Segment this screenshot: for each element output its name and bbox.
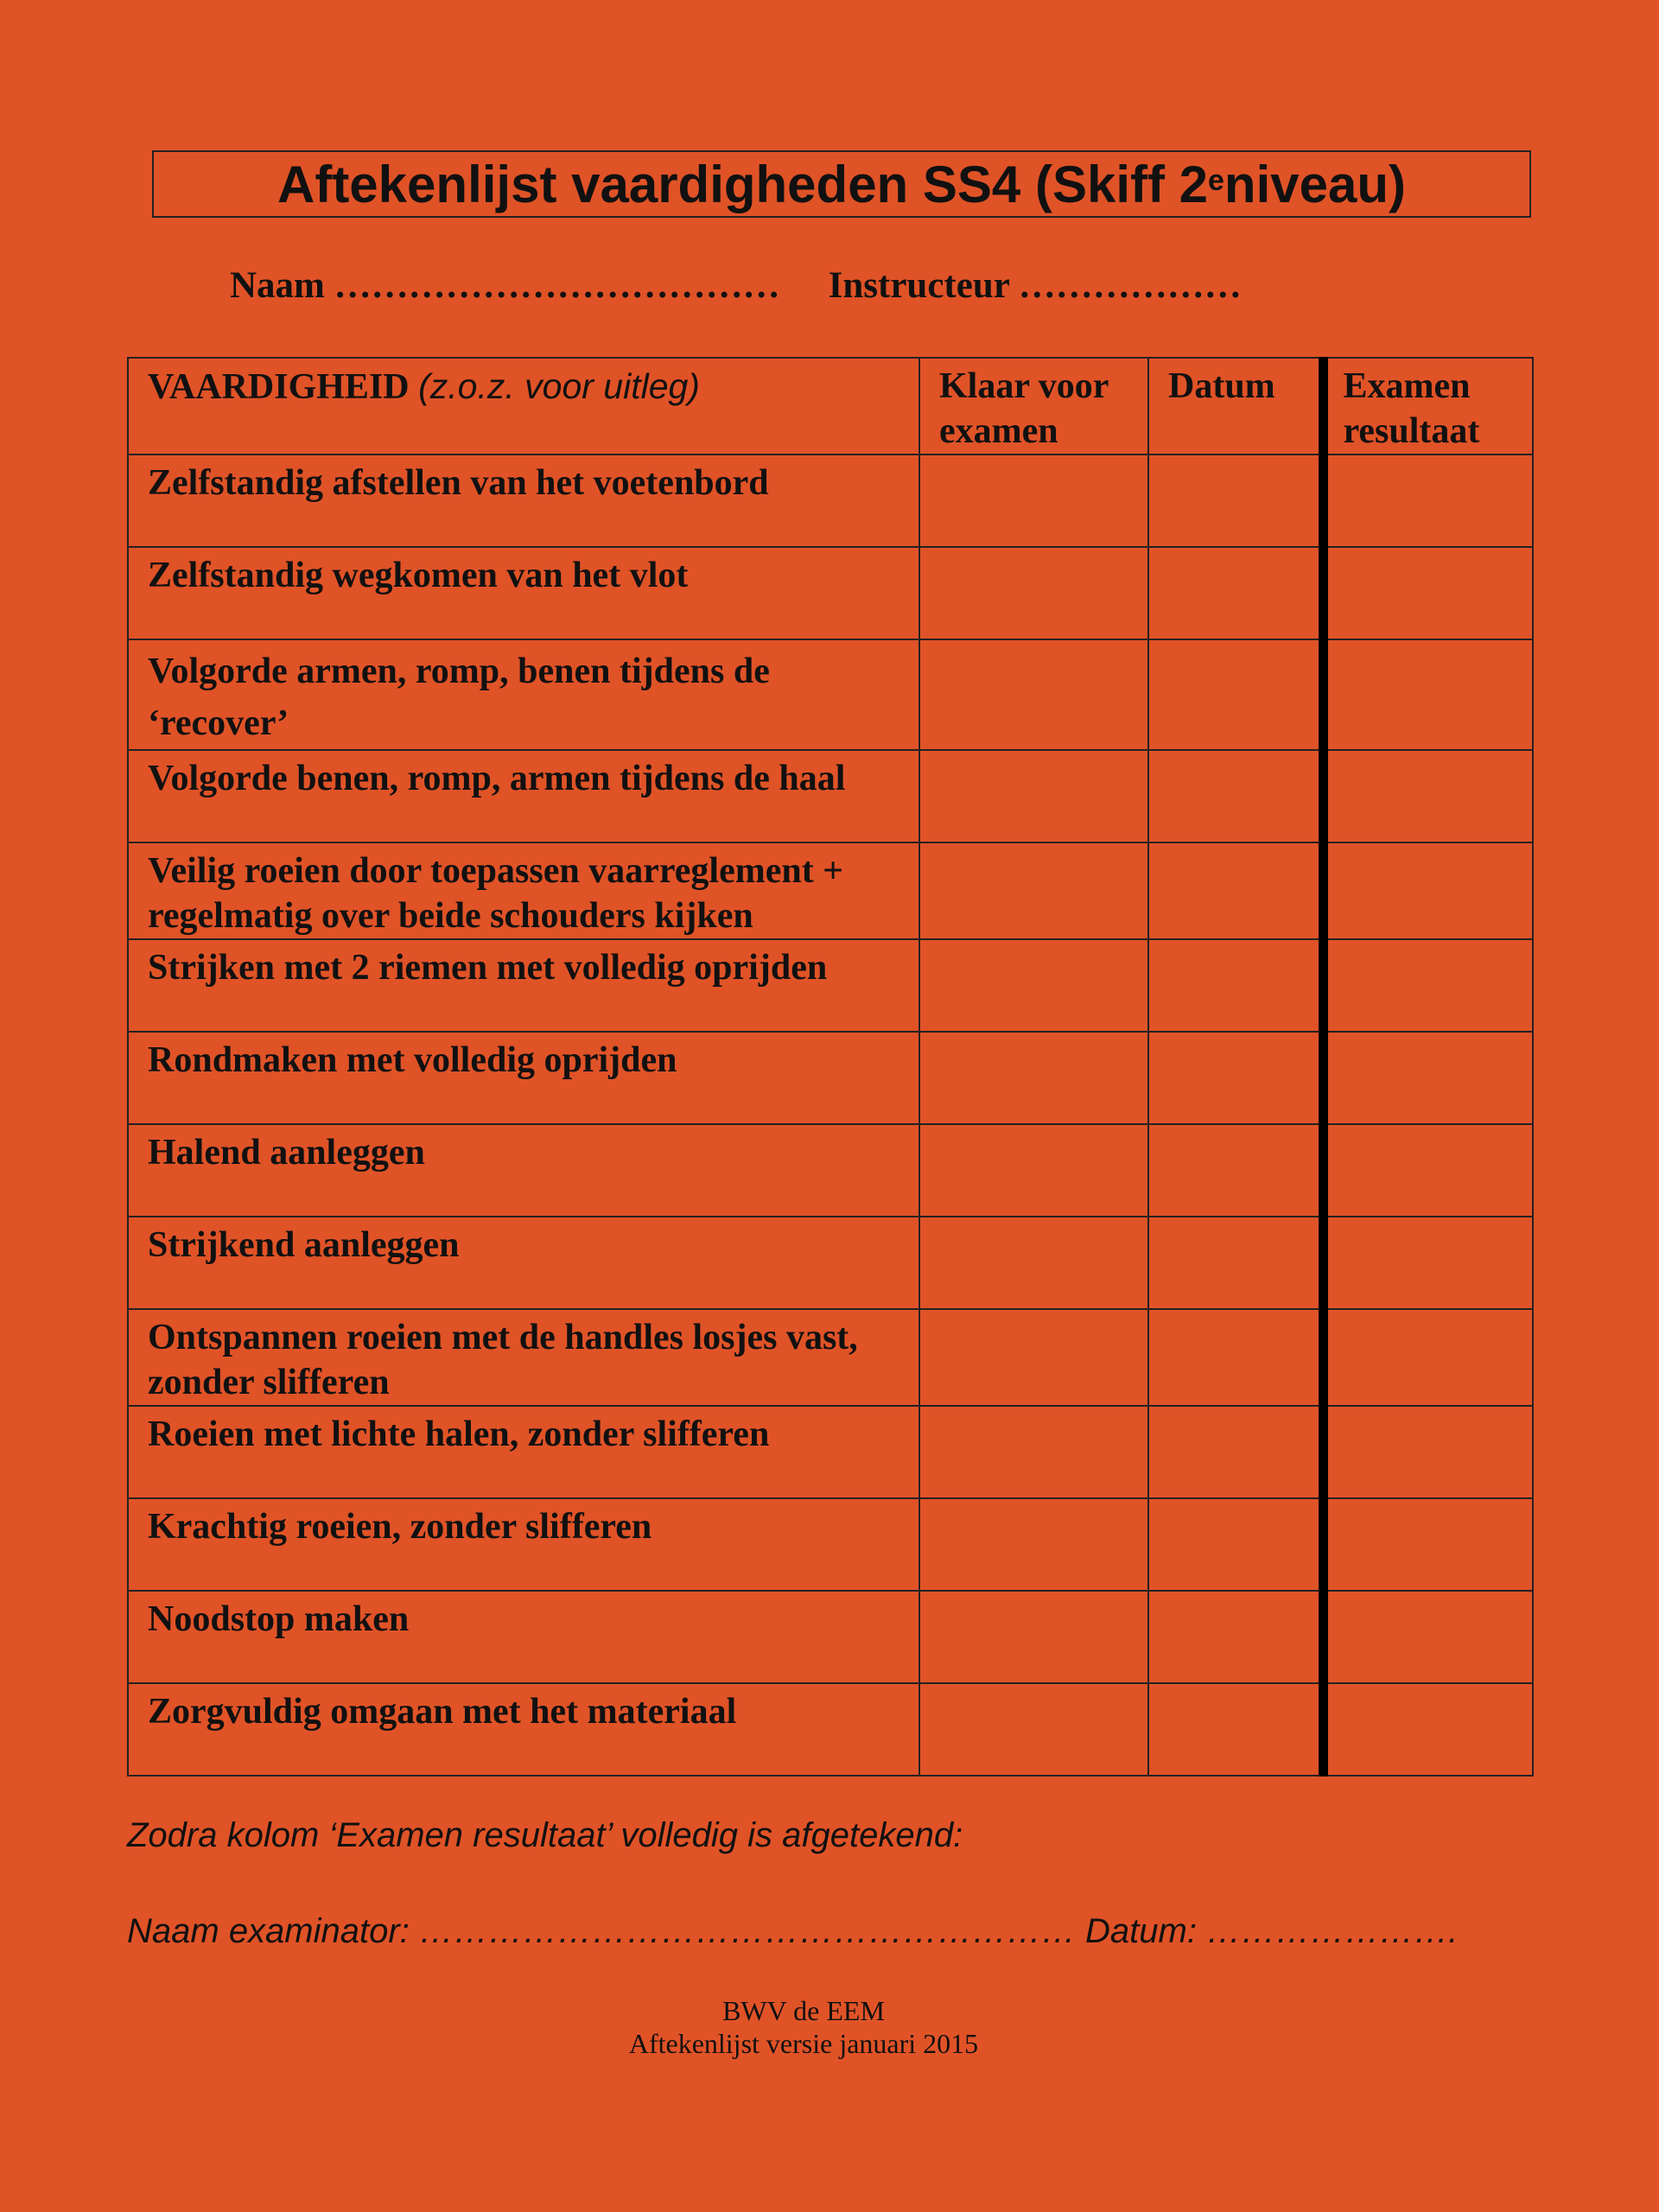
table-row bbox=[128, 1309, 1533, 1406]
skill-cell: Ontspannen roeien met de handles losjes vast, zonder slifferen bbox=[128, 1309, 919, 1406]
result-cell[interactable] bbox=[1323, 750, 1533, 842]
date-cell[interactable] bbox=[1148, 547, 1323, 639]
ready-cell[interactable] bbox=[919, 639, 1148, 750]
ready-cell[interactable] bbox=[919, 1683, 1148, 1776]
table-row bbox=[128, 1032, 1533, 1124]
title-main: Aftekenlijst vaardigheden SS4 (Skiff 2 bbox=[277, 155, 1208, 213]
ready-cell[interactable] bbox=[919, 750, 1148, 842]
column-header-ready: Klaar voor examen bbox=[919, 358, 1148, 454]
date-cell[interactable] bbox=[1148, 454, 1323, 547]
result-cell[interactable] bbox=[1323, 1498, 1533, 1591]
result-cell[interactable] bbox=[1323, 1032, 1533, 1124]
ready-cell[interactable] bbox=[919, 547, 1148, 639]
skill-cell: Volgorde benen, romp, armen tijdens de haal bbox=[128, 750, 919, 842]
column-header-date: Datum bbox=[1148, 358, 1323, 454]
skill-cell: Strijken met 2 riemen met volledig oprijden bbox=[128, 939, 919, 1032]
footer bbox=[0, 1994, 1607, 2060]
skill-cell: Krachtig roeien, zonder slifferen bbox=[128, 1498, 919, 1591]
result-cell[interactable] bbox=[1323, 1683, 1533, 1776]
skill-cell: Noodstop maken bbox=[128, 1591, 919, 1683]
date-cell[interactable] bbox=[1148, 1591, 1323, 1683]
result-cell[interactable] bbox=[1323, 842, 1533, 939]
ready-cell[interactable] bbox=[919, 1591, 1148, 1683]
examiner-signature-line[interactable]: Naam examinator: ………………………………………………… Datum: …………………. bbox=[127, 1912, 1459, 1950]
naam-field[interactable]: Naam ……………………………… bbox=[230, 265, 780, 306]
table-row bbox=[128, 939, 1533, 1032]
date-cell[interactable] bbox=[1148, 639, 1323, 750]
table-row bbox=[128, 1591, 1533, 1683]
table-row bbox=[128, 842, 1533, 939]
result-cell[interactable] bbox=[1323, 939, 1533, 1032]
table-row bbox=[128, 750, 1533, 842]
date-cell[interactable] bbox=[1148, 1683, 1323, 1776]
result-cell[interactable] bbox=[1323, 639, 1533, 750]
date-cell[interactable] bbox=[1148, 1406, 1323, 1498]
result-cell[interactable] bbox=[1323, 1309, 1533, 1406]
table-row bbox=[128, 1683, 1533, 1776]
skill-cell: Veilig roeien door toepassen vaarreglement + regelmatig over beide schouders kijken bbox=[128, 842, 919, 939]
result-cell[interactable] bbox=[1323, 1406, 1533, 1498]
ready-cell[interactable] bbox=[919, 1217, 1148, 1309]
column-header-skill-label: VAARDIGHEID bbox=[148, 367, 410, 407]
table-row bbox=[128, 1406, 1533, 1498]
ready-cell[interactable] bbox=[919, 1124, 1148, 1217]
column-header-result: Examen resultaat bbox=[1323, 358, 1533, 454]
skill-cell: Zorgvuldig omgaan met het materiaal bbox=[128, 1683, 919, 1776]
skill-cell: Halend aanleggen bbox=[128, 1124, 919, 1217]
name-instructor-line bbox=[230, 264, 1242, 307]
table-row bbox=[128, 547, 1533, 639]
date-cell[interactable] bbox=[1148, 939, 1323, 1032]
result-cell[interactable] bbox=[1323, 547, 1533, 639]
date-cell[interactable] bbox=[1148, 1309, 1323, 1406]
date-cell[interactable] bbox=[1148, 1498, 1323, 1591]
title-superscript: e bbox=[1208, 163, 1224, 197]
table-row bbox=[128, 1498, 1533, 1591]
table-header-row bbox=[128, 358, 1533, 454]
table-row bbox=[128, 639, 1533, 750]
footer-club: BWV de EEM bbox=[722, 1995, 885, 2026]
result-cell[interactable] bbox=[1323, 1124, 1533, 1217]
date-cell[interactable] bbox=[1148, 750, 1323, 842]
table-row bbox=[128, 1217, 1533, 1309]
skill-cell: Roeien met lichte halen, zonder slifferen bbox=[128, 1406, 919, 1498]
ready-cell[interactable] bbox=[919, 1309, 1148, 1406]
date-cell[interactable] bbox=[1148, 1032, 1323, 1124]
date-cell[interactable] bbox=[1148, 1217, 1323, 1309]
skill-cell: Rondmaken met volledig oprijden bbox=[128, 1032, 919, 1124]
instructeur-field[interactable]: Instructeur ……………… bbox=[828, 265, 1242, 306]
skills-table bbox=[127, 357, 1534, 1777]
skill-cell: Zelfstandig afstellen van het voetenbord bbox=[128, 454, 919, 547]
skill-cell: Volgorde armen, romp, benen tijdens de ‘recover’ bbox=[128, 639, 919, 750]
ready-cell[interactable] bbox=[919, 1406, 1148, 1498]
skill-cell: Zelfstandig wegkomen van het vlot bbox=[128, 547, 919, 639]
title-end: niveau) bbox=[1224, 155, 1406, 213]
ready-cell[interactable] bbox=[919, 939, 1148, 1032]
table-row bbox=[128, 454, 1533, 547]
table-row bbox=[128, 1124, 1533, 1217]
signoff-instruction: Zodra kolom ‘Examen resultaat’ volledig is afgetekend: bbox=[127, 1816, 963, 1854]
result-cell[interactable] bbox=[1323, 1217, 1533, 1309]
ready-cell[interactable] bbox=[919, 454, 1148, 547]
date-cell[interactable] bbox=[1148, 1124, 1323, 1217]
column-header-skill-hint: (z.o.z. voor uitleg) bbox=[418, 366, 700, 406]
date-cell[interactable] bbox=[1148, 842, 1323, 939]
ready-cell[interactable] bbox=[919, 1498, 1148, 1591]
footer-version: Aftekenlijst versie januari 2015 bbox=[628, 2028, 979, 2059]
ready-cell[interactable] bbox=[919, 842, 1148, 939]
result-cell[interactable] bbox=[1323, 454, 1533, 547]
result-cell[interactable] bbox=[1323, 1591, 1533, 1683]
document-title bbox=[152, 150, 1531, 218]
ready-cell[interactable] bbox=[919, 1032, 1148, 1124]
column-header-skill bbox=[128, 358, 919, 454]
skill-cell: Strijkend aanleggen bbox=[128, 1217, 919, 1309]
